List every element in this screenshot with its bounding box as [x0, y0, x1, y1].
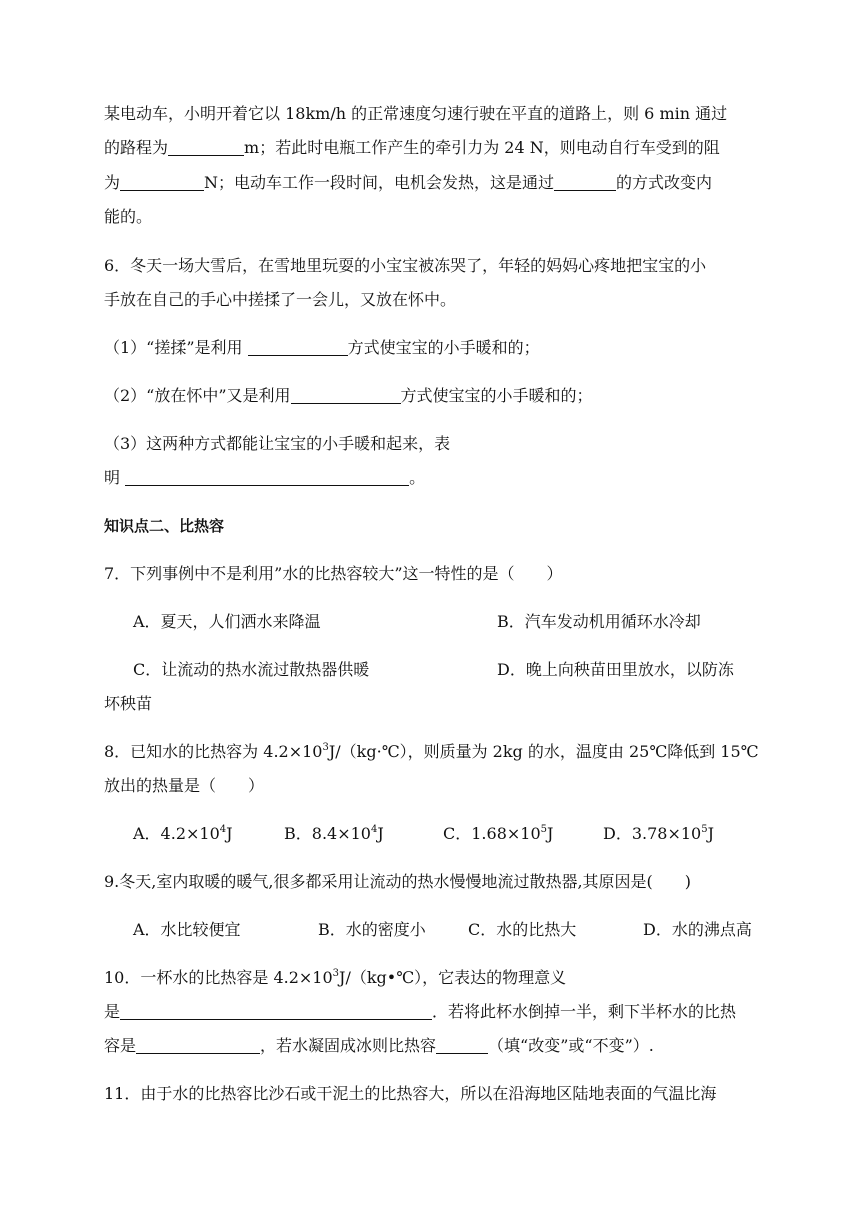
q10-line-3: [104, 1035, 654, 1057]
q6-sub-2: [104, 385, 593, 407]
q6-sub-3: （3）这两种方式都能让宝宝的小手暖和起来，表: [104, 434, 451, 453]
q8-option-a-text: A．4.2×10: [133, 824, 220, 843]
q10-text: 10．一杯水的比热容是 4.2×10: [104, 968, 333, 987]
q5-text: 的路程为: [104, 138, 169, 157]
q10-line-2: [104, 1001, 736, 1023]
q5-line-1: 某电动车，小明开着它以 18km/h 的正常速度匀速行驶在平直的道路上，则 6 min 通过: [104, 104, 728, 123]
q6-stem-line-2: 手放在自己的手心中搓揉了一会儿，又放在怀中。: [104, 290, 457, 309]
q8-option-b-unit: J: [377, 824, 384, 843]
q6-sub-2-text: 方式使宝宝的小手暖和的；: [400, 386, 593, 405]
q9-option-c[interactable]: C．水的比热大: [468, 920, 577, 939]
q10-blank-ice[interactable]: [436, 1037, 488, 1054]
section-heading: 知识点二、比热容: [104, 517, 225, 535]
q8-option-d-exp: 5: [701, 824, 708, 835]
q8-stem-line-2: 放出的热量是（ ）: [104, 776, 265, 795]
q5-text: 为: [104, 173, 121, 192]
q5-line-3: [104, 172, 712, 194]
q8-option-d[interactable]: [603, 823, 714, 845]
q5-line-4: 能的。: [104, 207, 153, 226]
q8-option-c[interactable]: [443, 823, 553, 845]
q8-option-a[interactable]: [133, 823, 233, 845]
q6-sub-3-cont: [104, 467, 425, 489]
q6-sub-3-text: 明: [104, 468, 126, 487]
q8-text: J/（kg·℃），则质量为 2kg 的水，温度由 25℃降低到 15℃: [328, 742, 759, 761]
q9-stem: 9.冬天,室内取暖的暖气,很多都采用让流动的热水慢慢地流过散热器,其原因是( ): [104, 872, 692, 891]
q8-option-d-text: D．3.78×10: [603, 824, 702, 843]
q8-option-c-unit: J: [547, 824, 554, 843]
q10-exponent: 3: [332, 968, 340, 979]
q7-stem: 7．下列事例中不是利用”水的比热容较大”这一特性的是（ ）: [104, 564, 563, 583]
q6-stem-line-1: 6．冬天一场大雪后，在雪地里玩耍的小宝宝被冻哭了，年轻的妈妈心疼地把宝宝的小: [104, 256, 707, 275]
q8-option-c-exp: 5: [540, 824, 548, 835]
q5-text: N；电动车工作一段时间，电机会发热，这是通过: [204, 173, 555, 192]
q8-text: 8．已知水的比热容为 4.2×10: [104, 742, 323, 761]
q8-option-a-unit: J: [226, 824, 233, 843]
q7-option-c[interactable]: C．让流动的热水流过散热器供暖: [133, 660, 370, 679]
q8-stem-line-1: [104, 741, 759, 763]
q8-option-b-exp: 4: [370, 824, 378, 835]
q8-option-a-exp: 4: [219, 824, 227, 835]
q9-option-d[interactable]: D．水的沸点高: [643, 920, 752, 939]
q6-sub-1-text: （1）“搓揉”是利用: [104, 338, 248, 357]
q11-line-1: 11．由于水的比热容比沙石或干泥土的比热容大，所以在沿海地区陆地表面的气温比海: [104, 1084, 717, 1103]
q10-text: 是: [104, 1002, 121, 1021]
q6-sub-3-text: 。: [409, 468, 426, 487]
q10-line-1: [104, 967, 566, 989]
q7-option-a[interactable]: A．夏天，人们洒水来降温: [133, 612, 321, 631]
q5-blank-method[interactable]: [554, 174, 616, 191]
q7-option-b[interactable]: B．汽车发动机用循环水冷却: [497, 612, 701, 631]
q7-option-d[interactable]: D．晚上向秧苗田里放水，以防冻: [497, 660, 734, 679]
q10-blank-half[interactable]: [136, 1037, 260, 1054]
q8-exponent: 3: [322, 742, 329, 753]
q6-sub-2-text: （2）“放在怀中”又是利用: [104, 386, 291, 405]
q8-option-d-unit: J: [707, 824, 715, 843]
q10-text: （填“改变”或“不变”）.: [488, 1036, 654, 1055]
q5-blank-distance[interactable]: [168, 139, 244, 156]
q8-option-b-text: B．8.4×10: [284, 824, 371, 843]
q7-option-d-cont: 坏秧苗: [104, 694, 153, 713]
q9-option-b[interactable]: B．水的密度小: [318, 920, 426, 939]
q5-text: m；若此时电瓶工作产生的牵引力为 24 N，则电动自行车受到的阻: [244, 138, 720, 157]
q5-blank-resistance[interactable]: [120, 174, 204, 191]
q10-text: 容是: [104, 1036, 137, 1055]
q10-text: J/（kg•℃），它表达的物理意义: [339, 968, 567, 987]
q5-text: 的方式改变内: [616, 173, 713, 192]
q6-sub-1-text: 方式使宝宝的小手暖和的；: [347, 338, 540, 357]
q9-option-a[interactable]: A．水比较便宜: [133, 920, 241, 939]
q6-sub-1: [104, 337, 540, 359]
q10-blank-meaning[interactable]: [120, 1003, 432, 1020]
q6-blank-3[interactable]: [125, 469, 409, 486]
q8-option-b[interactable]: [284, 823, 384, 845]
q10-text: ，若水凝固成冰则比热容: [260, 1036, 437, 1055]
q10-text: ．若将此杯水倒掉一半，剩下半杯水的比热: [432, 1002, 737, 1021]
q5-line-2: [104, 137, 720, 159]
q6-blank-1[interactable]: [248, 339, 348, 356]
q8-option-c-text: C．1.68×10: [443, 824, 541, 843]
q6-blank-2[interactable]: [291, 387, 401, 404]
